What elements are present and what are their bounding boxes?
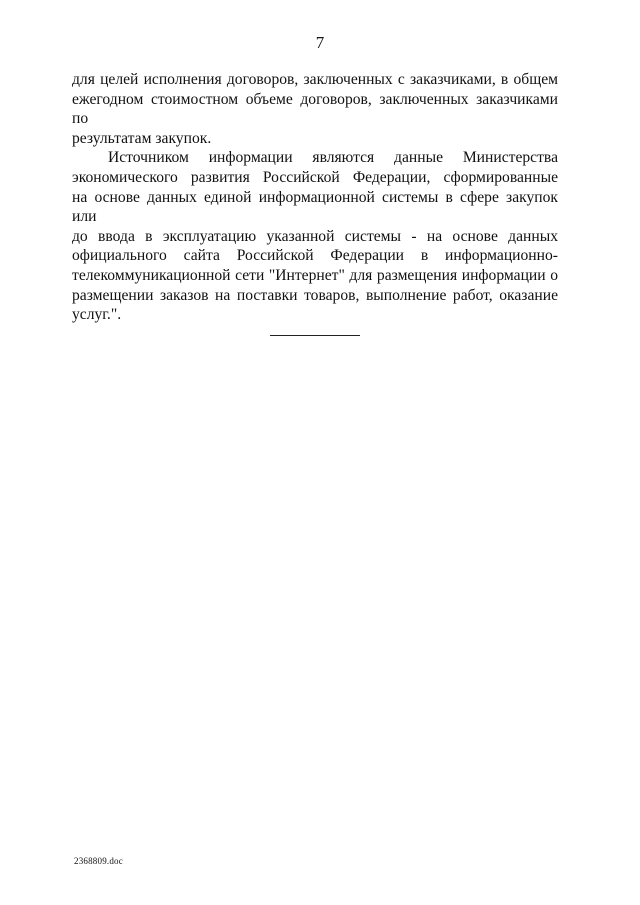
document-file-code: 2368809.doc: [74, 856, 123, 866]
text-line: результатам закупок.: [72, 129, 212, 147]
document-body: [72, 70, 558, 325]
text-line: ежегодном стоимостном объеме договоров, заключенных заказчиками по: [72, 90, 558, 128]
text-line: официального сайта Российской Федерации в информационно-: [72, 247, 558, 265]
text-line: Источником информации являются данные Министерства: [108, 149, 558, 167]
text-line: до ввода в эксплуатацию указанной системы - на основе данных: [72, 227, 558, 245]
text-line: телекоммуникационной сети "Интернет" для размещения информации о: [72, 266, 558, 284]
text-line: услуг.".: [72, 306, 122, 324]
section-divider: [270, 335, 360, 336]
text-line: на основе данных единой информационной системы в сфере закупок или: [72, 188, 558, 226]
page-number: 7: [315, 33, 325, 52]
text-line: для целей исполнения договоров, заключенных с заказчиками, в общем: [72, 71, 558, 88]
text-line: экономического развития Российской Федерации, сформированные: [72, 168, 558, 186]
text-line: размещении заказов на поставки товаров, выполнение работ, оказание: [72, 286, 558, 304]
